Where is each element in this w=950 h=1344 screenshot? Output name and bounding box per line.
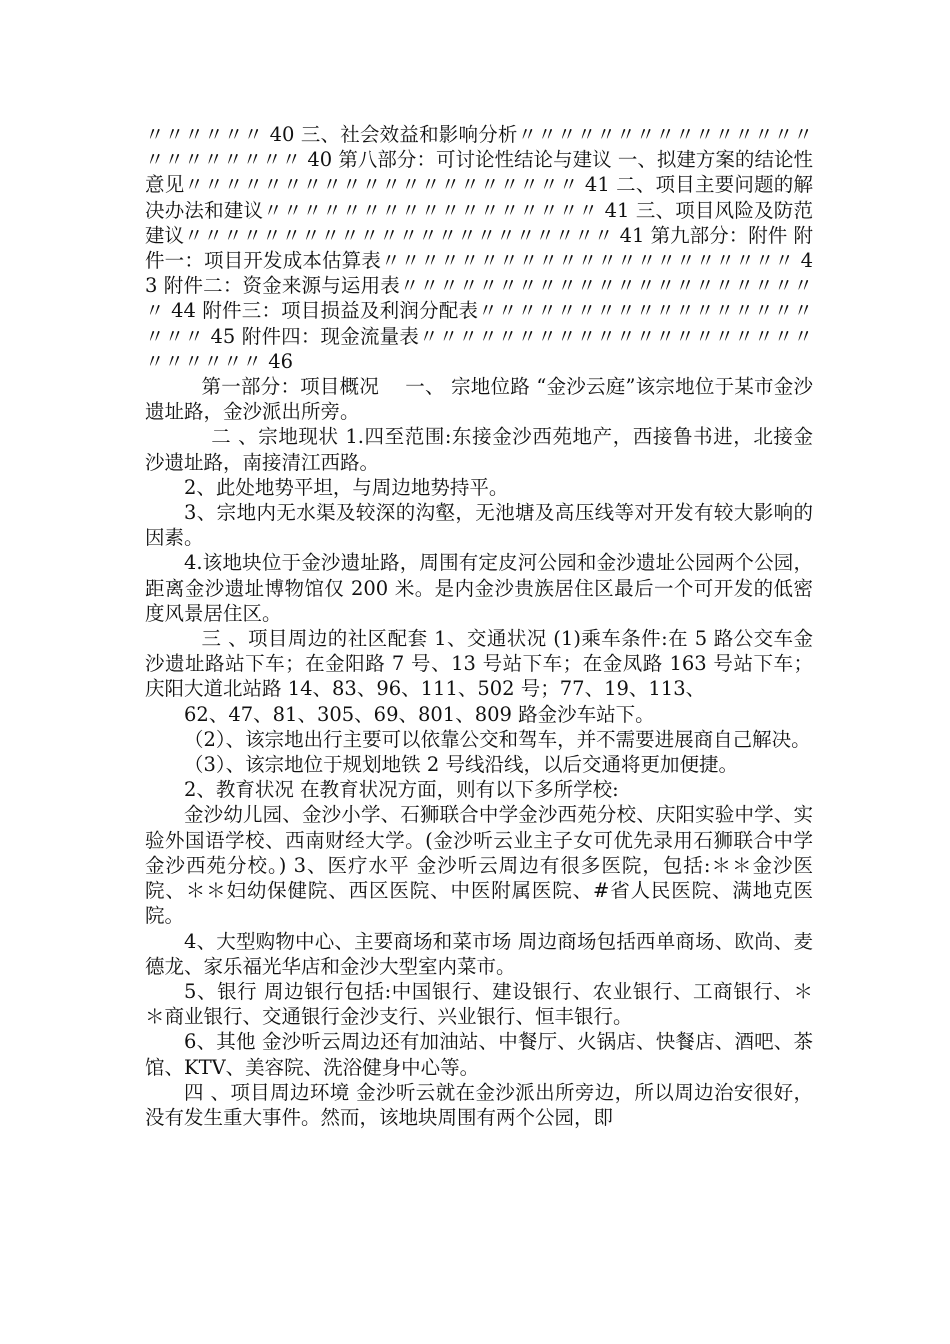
paragraph-bus-lines: 62、47、81、305、69、801、809 路金沙车站下。	[184, 702, 655, 726]
paragraph-schools-medical: 金沙幼儿园、金沙小学、石狮联合中学金沙西苑分校、庆阳实验中学、实验外国语学校、西南财经大学。(金沙听云业主子女可优先录用石狮联合中学金沙西苑分校。) 3、医疗水平 金沙听云周边有很多医院，包括:＊＊金沙医院、＊＊妇幼保健院、西区医院、中医附属医院、#省人民医院、满地克医院。	[145, 803, 813, 928]
paragraph-project-overview: 第一部分：项目概况 一、 宗地位路 “金沙云庭”该宗地位于某市金沙遗址路，金沙派出所旁。	[145, 375, 813, 424]
document-page	[145, 122, 813, 1130]
paragraph-shopping: 4、大型购物中心、主要商场和菜市场 周边商场包括西单商场、欧尚、麦德龙、家乐福光华店和金沙大型室内菜市。	[145, 929, 813, 978]
paragraph-site-status: 二 、宗地现状 1.四至范围:东接金沙西苑地产，西接鲁书进，北接金沙遗址路，南接清江西路。	[145, 425, 813, 474]
table-of-contents-block: 〃〃〃〃〃〃 40 三、社会效益和影响分析〃〃〃〃〃〃〃〃〃〃〃〃〃〃〃〃〃〃〃〃〃〃〃 40 第八部分：可讨论性结论与建议 一、拟建方案的结论性意见〃〃〃〃〃〃〃〃〃〃〃〃〃〃〃〃〃〃〃〃 41 二、项目主要问题的解决办法和建议〃〃〃〃〃〃〃〃〃〃〃〃〃〃〃〃〃 41 三、项目风险及防范建议〃〃〃〃〃〃〃〃〃〃〃〃〃〃〃〃〃〃〃〃〃〃 41 第九部分：附件 附件一：项目开发成本估算表〃〃〃〃〃〃〃〃〃〃〃〃〃〃〃〃〃〃〃〃〃 43 附件二：资金来源与运用表〃〃〃〃〃〃〃〃〃〃〃〃〃〃〃〃〃〃〃〃〃〃 44 附件三：项目损益及利润分配表〃〃〃〃〃〃〃〃〃〃〃〃〃〃〃〃〃〃〃〃 45 附件四：现金流量表〃〃〃〃〃〃〃〃〃〃〃〃〃〃〃〃〃〃〃〃〃〃〃〃〃〃 46	[145, 123, 813, 373]
paragraph-environment: 四 、项目周边环境 金沙听云就在金沙派出所旁边，所以周边治安很好，没有发生重大事件。然而，该地块周围有两个公园，即	[145, 1080, 813, 1129]
paragraph-other-amenities: 6、其他 金沙听云周边还有加油站、中餐厅、火锅店、快餐店、酒吧、茶馆、KTV、美容院、洗浴健身中心等。	[145, 1030, 813, 1079]
paragraph-metro: （3）、该宗地位于规划地铁 2 号线沿线，以后交通将更加便捷。	[184, 753, 738, 777]
paragraph-no-obstacles: 3、宗地内无水渠及较深的沟壑，无池塘及高压线等对开发有较大影响的因素。	[145, 501, 813, 550]
paragraph-transport: 三 、项目周边的社区配套 1、交通状况 (1)乘车条件:在 5 路公交车金沙遗址路站下车；在金阳路 7 号、13 号站下车；在金凤路 163 号站下车；庆阳大道北站路 14、83、96、111、502 号；77、19、113、	[145, 627, 813, 701]
paragraph-terrain: 2、此处地势平坦，与周边地势持平。	[184, 475, 509, 499]
paragraph-banks: 5、银行 周边银行包括:中国银行、建设银行、农业银行、工商银行、＊＊商业银行、交通银行金沙支行、兴业银行、恒丰银行。	[145, 979, 813, 1029]
paragraph-location-parks: 4.该地块位于金沙遗址路，周围有定皮河公园和金沙遗址公园两个公园，距离金沙遗址博物馆仅 200 米。是内金沙贵族居住区最后一个可开发的低密度风景居住区。	[145, 551, 813, 625]
paragraph-education-heading: 2、教育状况 在教育状况方面，则有以下多所学校:	[184, 778, 619, 802]
paragraph-travel-mode: （2）、该宗地出行主要可以依靠公交和驾车，并不需要进展商自己解决。	[184, 727, 811, 751]
